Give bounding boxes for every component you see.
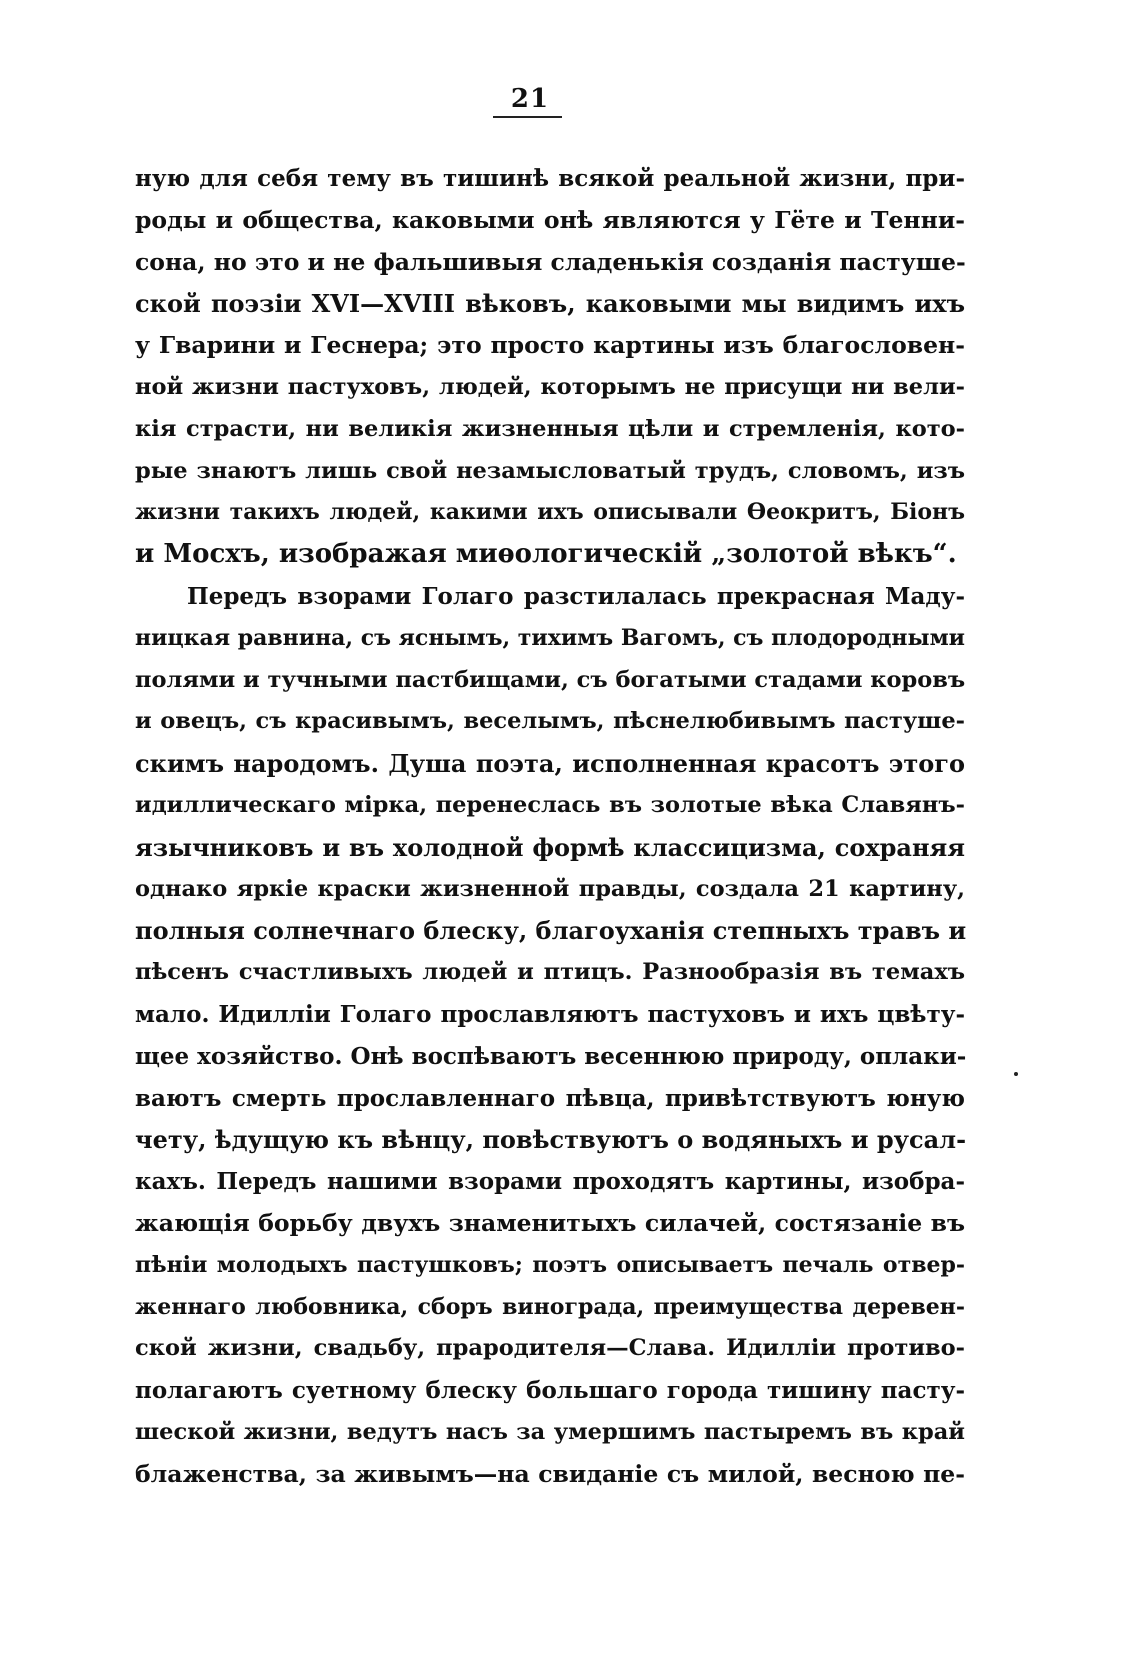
text-line: у Гварини и Геснера; это просто картины изъ благословен- [135, 331, 965, 360]
text-line: полагаютъ суетному блеску большаго города тишину пасту- [135, 1377, 965, 1405]
text-line: блаженства, за живымъ—на свиданіе съ милой, весною пе- [135, 1459, 965, 1488]
ink-speck [1014, 1072, 1018, 1076]
text-line: сона, но это и не фальшивыя сладенькія созданія пастуше- [135, 247, 966, 276]
text-line: Передъ взорами Голаго разстилалась прекрасная Маду- [187, 582, 965, 610]
text-line: роды и общества, каковыми онѣ являются у Гёте и Тенни- [135, 205, 965, 234]
text-line: кія страсти, ни великія жизненныя цѣли и стремленія, кото- [135, 415, 965, 442]
text-line: чету, ѣдущую къ вѣнцу, повѣствуютъ о водяныхъ и русал- [135, 1125, 967, 1155]
text-line: скимъ народомъ. Душа поэта, исполненная красотъ этого [135, 749, 965, 779]
body-text [135, 158, 965, 1496]
paragraph [135, 576, 965, 1496]
text-line: шеской жизни, ведутъ насъ за умершимъ пастыремъ въ край [135, 1418, 965, 1445]
text-line: рые знаютъ лишь свой незамысловатый трудъ, словомъ, изъ [135, 457, 965, 484]
text-line: женнаго любовника, сборъ винограда, преимущества деревен- [135, 1293, 965, 1320]
text-line: ную для себя тему въ тишинѣ всякой реальной жизни, при- [135, 165, 965, 192]
paragraph [135, 158, 965, 576]
text-line: и Мосхъ, изображая миѳологическій „золотой вѣкъ“. [135, 539, 957, 570]
text-line: ваютъ смерть прославленнаго пѣвца, привѣтствуютъ юную [135, 1084, 965, 1112]
text-line: пѣсенъ счастливыхъ людей и птицъ. Разнообразія въ темахъ [135, 959, 965, 986]
text-line: жизни такихъ людей, какими ихъ описывали Ѳеокритъ, Біонъ [135, 499, 965, 526]
page-number: 21 [510, 84, 550, 114]
text-line: полныя солнечнаго блеску, благоуханія степныхъ травъ и [135, 916, 967, 946]
text-line: кахъ. Передъ нашими взорами проходятъ картины, изобра- [135, 1168, 965, 1196]
text-line: и овецъ, съ красивымъ, веселымъ, пѣснелюбивымъ пастуше- [135, 708, 965, 735]
page-number-underline [493, 116, 562, 118]
text-line: жающія борьбу двухъ знаменитыхъ силачей, состязаніе въ [135, 1208, 965, 1237]
text-line: пѣніи молодыхъ пастушковъ; поэтъ описываетъ печаль отвер- [135, 1251, 965, 1278]
text-line: полями и тучными пастбищами, съ богатыми стадами коровъ [135, 666, 966, 693]
text-line: ной жизни пастуховъ, людей, которымъ не присущи ни вели- [135, 373, 965, 400]
text-line: идиллическаго мірка, перенеслась въ золотые вѣка Славянъ- [135, 791, 965, 818]
text-line: ницкая равнина, съ яснымъ, тихимъ Вагомъ, съ плодородными [135, 624, 965, 651]
text-line: ской поэзіи XVI—XVIII вѣковъ, каковыми мы видимъ ихъ [135, 289, 965, 319]
text-line: мало. Идилліи Голаго прославляютъ пастуховъ и ихъ цвѣту- [135, 1000, 965, 1028]
text-line: ской жизни, свадьбу, прародителя—Слава. Идилліи противо- [135, 1335, 965, 1362]
text-line: щее хозяйство. Онѣ воспѣваютъ весеннюю природу, оплаки- [135, 1042, 967, 1070]
text-line: язычниковъ и въ холодной формѣ классицизма, сохраняя [135, 832, 965, 862]
text-line: однако яркіе краски жизненной правды, создала 21 картину, [135, 875, 965, 902]
